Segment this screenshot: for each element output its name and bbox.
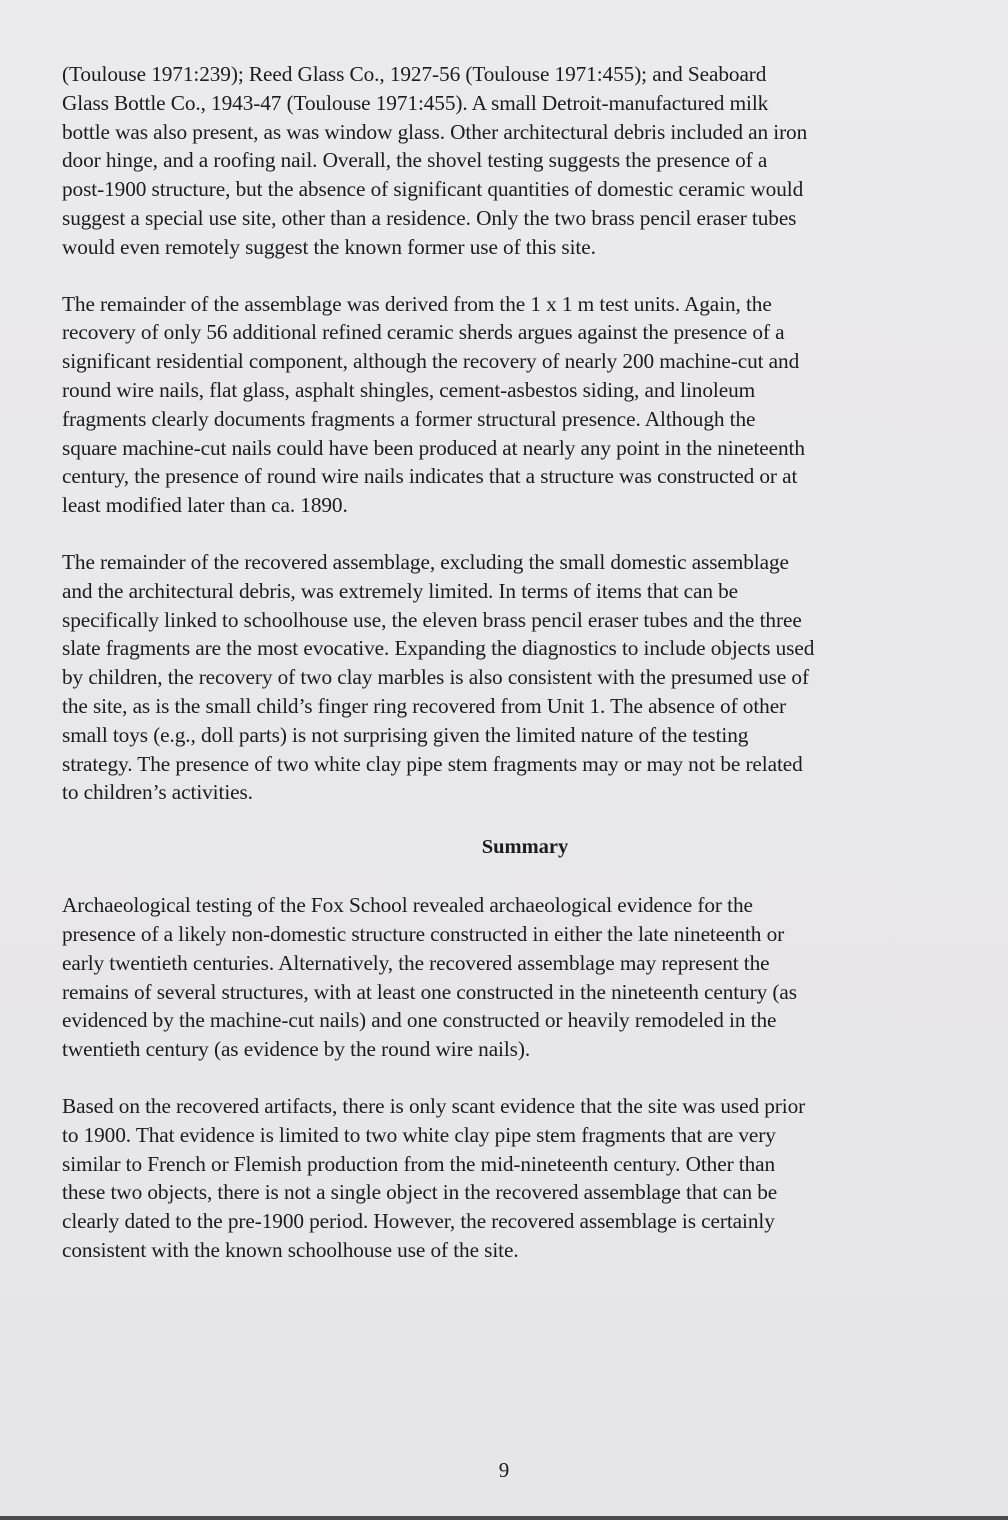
paragraph: Archaeological testing of the Fox School revealed archaeological evidence for the presence of a likely non-domestic structure constructed in either the late nineteenth or early twentieth centuries. Alternatively, the recovered assemblage may represent the remains of several structures, with at least one constructed in the nineteenth century (as evidenced by the machine-cut nails) and one constructed or heavily remodeled in the twentieth century (as evidence by the round wire nails). <box>62 893 797 1062</box>
scan-edge <box>0 1516 1008 1520</box>
section-heading-summary: Summary <box>481 836 569 859</box>
body-text <box>62 60 974 1265</box>
paragraph: The remainder of the assemblage was derived from the 1 x 1 m test units. Again, the recovery of only 56 additional refined ceramic sherds argues against the presence of a significant residential component, although the recovery of nearly 200 machine-cut and round wire nails, flat glass, asphalt shingles, cement-asbestos siding, and linoleum fragments clearly documents fragments a former structural presence. Although the square machine-cut nails could have been produced at nearly any point in the nineteenth century, the presence of round wire nails indicates that a structure was constructed or at least modified later than ca. 1890. <box>62 291 805 518</box>
paragraph: (Toulouse 1971:239); Reed Glass Co., 1927-56 (Toulouse 1971:455); and Seaboard Glass Bottle Co., 1943-47 (Toulouse 1971:455). A small Detroit-manufactured milk bottle was also present, as was window glass. Other architectural debris included an iron door hinge, and a roofing nail. Overall, the shovel testing suggests the presence of a post-1900 structure, but the absence of significant quantities of domestic ceramic would suggest a special use site, other than a residence. Only the two brass pencil eraser tubes would even remotely suggest the known former use of this site. <box>62 62 808 259</box>
paragraph: Based on the recovered artifacts, there is only scant evidence that the site was used prior to 1900. That evidence is limited to two white clay pipe stem fragments that are very similar to French or Flemish production from the mid-nineteenth century. Other than these two objects, there is not a single object in the recovered assemblage that can be clearly dated to the pre-1900 period. However, the recovered assemblage is certainly consistent with the known schoolhouse use of the site. <box>62 1093 806 1262</box>
paragraph: The remainder of the recovered assemblage, excluding the small domestic assemblage and the architectural debris, was extremely limited. In terms of items that can be specifically linked to schoolhouse use, the eleven brass pencil eraser tubes and the three slate fragments are the most evocative. Expanding the diagnostics to include objects used by children, the recovery of two clay marbles is also consistent with the presumed use of the site, as is the small child’s finger ring recovered from Unit 1. The absence of other small toys (e.g., doll parts) is not surprising given the limited nature of the testing strategy. The presence of two white clay pipe stem fragments may or may not be related to children’s activities. <box>62 549 815 805</box>
page-number: 9 <box>498 1458 510 1482</box>
